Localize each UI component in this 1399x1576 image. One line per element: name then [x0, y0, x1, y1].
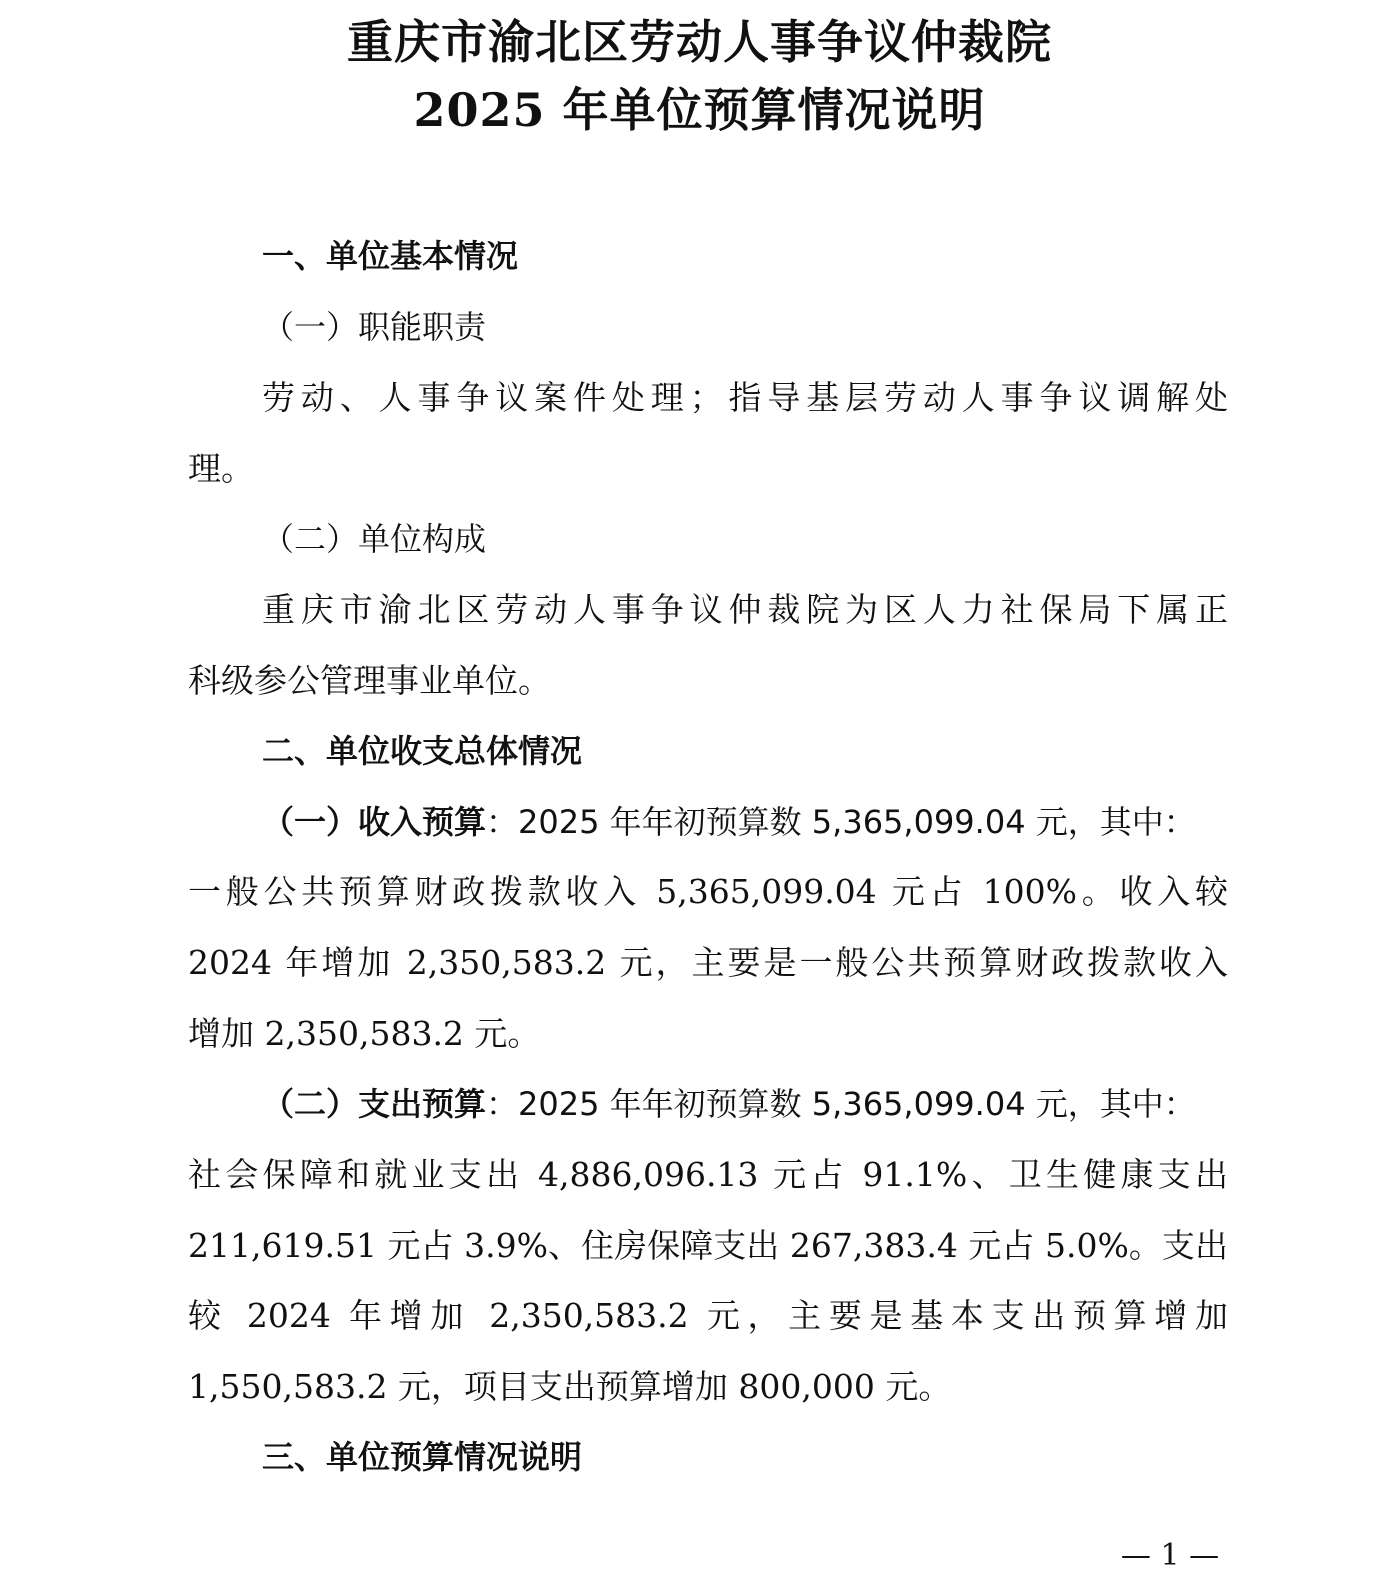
expense-budget-line1-text: ：2025 年年初预算数 5,365,099.04 元，其中： [486, 1085, 1196, 1123]
section2-heading: 二、单位收支总体情况 [262, 732, 583, 770]
income-budget-line3: 2024 年增加 2,350,583.2 元，主要是一般公共预算财政拨款收入 [188, 943, 1228, 982]
expense-budget-line2: 社会保障和就业支出 4,886,096.13 元占 91.1%、卫生健康支出 [188, 1155, 1228, 1194]
expense-budget-line1 [262, 1082, 1252, 1126]
section3-heading: 三、单位预算情况说明 [262, 1438, 583, 1476]
income-budget-line4: 增加 2,350,583.2 元。 [188, 1014, 541, 1053]
section1-sub1-paragraph-line2: 理。 [188, 449, 254, 488]
document-title-line2: 2025 年单位预算情况说明 [413, 83, 986, 137]
income-budget-line1-text: ：2025 年年初预算数 5,365,099.04 元，其中： [486, 803, 1196, 841]
section1-sub1-heading: （一）职能职责 [262, 308, 487, 346]
expense-budget-lead: （二）支出预算 [262, 1085, 487, 1123]
income-budget-lead: （一）收入预算 [262, 803, 487, 841]
expense-budget-line5: 1,550,583.2 元，项目支出预算增加 800,000 元。 [188, 1367, 952, 1406]
section1-sub2-heading: （二）单位构成 [262, 520, 487, 558]
income-budget-line1 [262, 800, 1252, 844]
section1-sub1-paragraph-line1: 劳动、人事争议案件处理；指导基层劳动人事争议调解处 [262, 378, 1228, 417]
section1-heading: 一、单位基本情况 [262, 237, 519, 275]
page-number: — 1 — [1120, 1538, 1220, 1573]
document-title-line1: 重庆市渝北区劳动人事争议仲裁院 [347, 15, 1052, 69]
section1-sub2-paragraph-line2: 科级参公管理事业单位。 [188, 661, 551, 700]
expense-budget-line4: 较 2024 年增加 2,350,583.2 元，主要是基本支出预算增加 [188, 1296, 1228, 1335]
expense-budget-line3: 211,619.51 元占 3.9%、住房保障支出 267,383.4 元占 5.0%。支出 [188, 1226, 1228, 1265]
section1-sub2-paragraph-line1: 重庆市渝北区劳动人事争议仲裁院为区人力社保局下属正 [262, 590, 1228, 629]
income-budget-line2: 一般公共预算财政拨款收入 5,365,099.04 元占 100%。收入较 [188, 872, 1228, 911]
